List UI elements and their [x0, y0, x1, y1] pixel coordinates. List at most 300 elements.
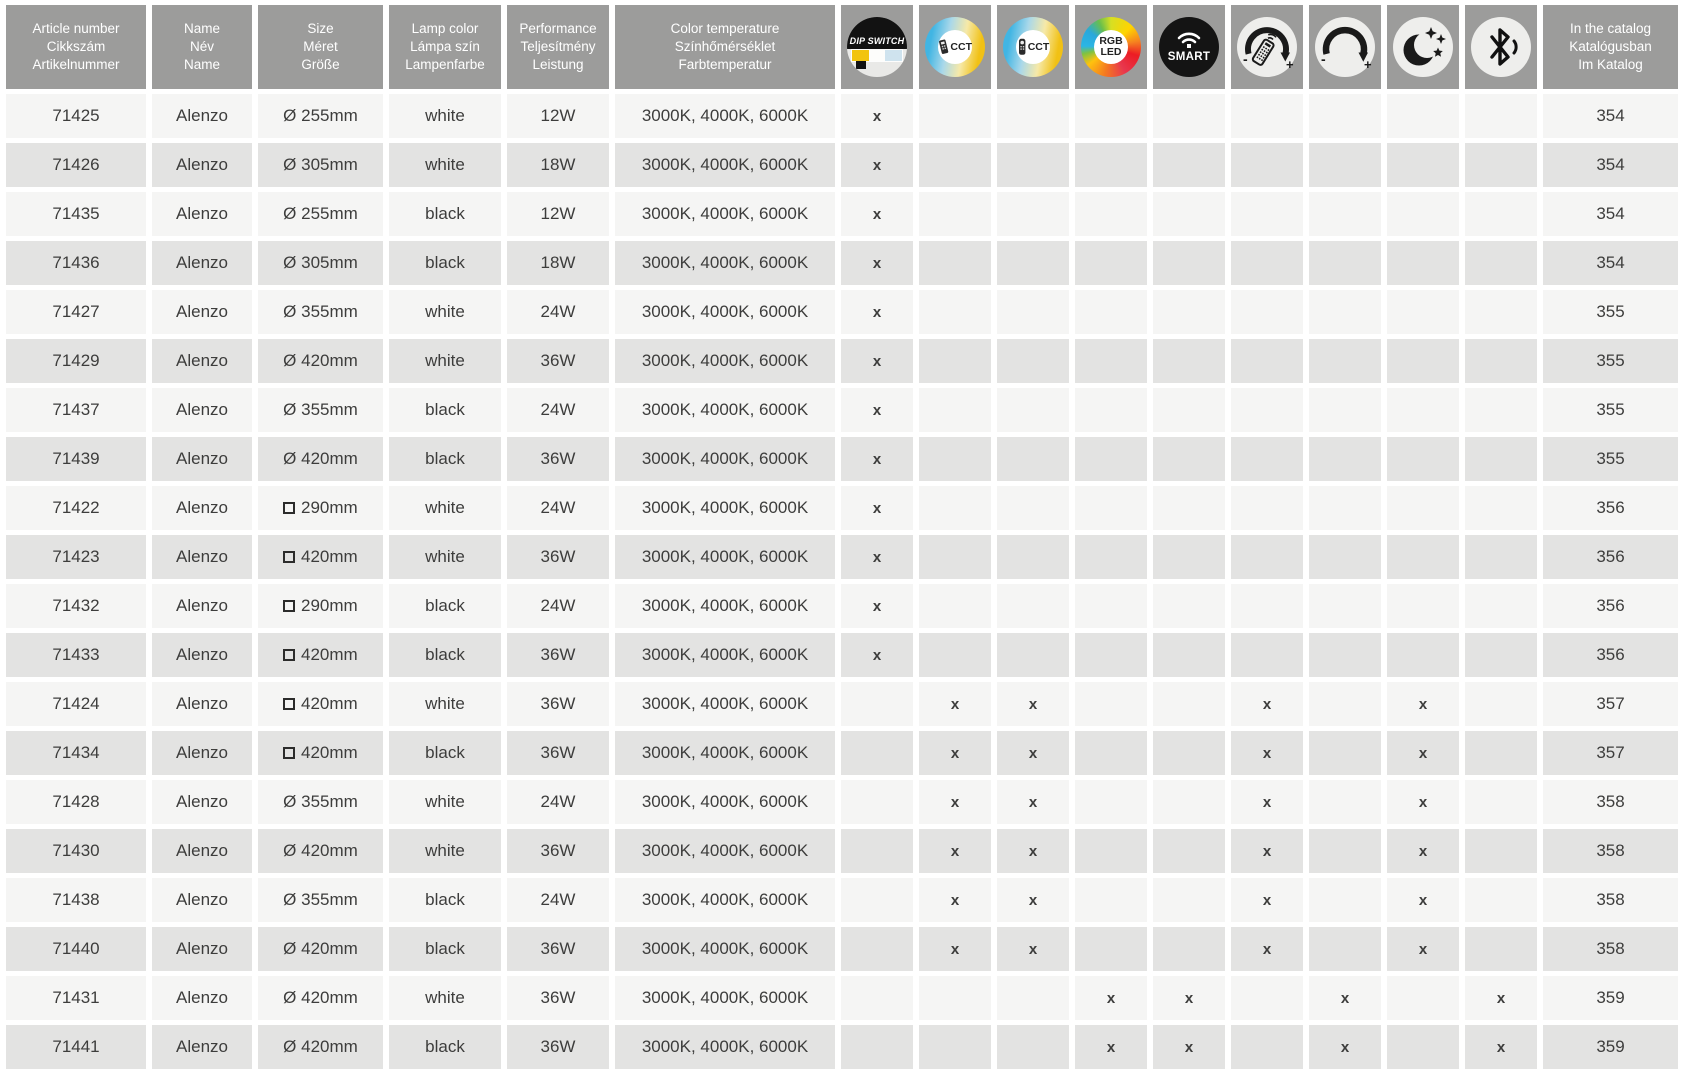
table-row	[6, 339, 1678, 383]
color-temperature-cell: 3000K, 4000K, 6000K	[615, 339, 835, 383]
catalog-page-cell: 358	[1543, 780, 1678, 824]
performance-cell: 24W	[507, 584, 609, 628]
smart-cell	[1153, 192, 1225, 236]
catalog-page-cell: 354	[1543, 143, 1678, 187]
cct-handheld-cell: x	[997, 927, 1069, 971]
cct-label: CCT	[950, 40, 972, 53]
remote-dimmer-cell	[1231, 437, 1303, 481]
dip-switch-cell: x	[841, 486, 913, 530]
night-mode-cell	[1387, 143, 1459, 187]
header-line: Performance	[519, 20, 597, 36]
rgb-led-cell	[1075, 388, 1147, 432]
performance-cell: 36W	[507, 731, 609, 775]
dimmer-cell	[1309, 143, 1381, 187]
smart-cell: x	[1153, 1025, 1225, 1069]
night-mode-cell	[1387, 976, 1459, 1020]
cct-remote-cell	[919, 486, 991, 530]
smart-cell	[1153, 94, 1225, 138]
dimmer-cell	[1309, 829, 1381, 873]
header-line: Teljesítmény	[520, 38, 596, 54]
size-cell: Ø 420mm	[258, 976, 383, 1020]
lamp-color-cell: black	[389, 633, 501, 677]
rgb-led-cell	[1075, 682, 1147, 726]
table-row	[6, 192, 1678, 236]
bluetooth-cell	[1465, 829, 1537, 873]
col-header-article-number	[6, 5, 146, 89]
night-mode-cell: x	[1387, 927, 1459, 971]
smart-cell: x	[1153, 976, 1225, 1020]
color-temperature-cell: 3000K, 4000K, 6000K	[615, 535, 835, 579]
cct-handheld-cell	[997, 584, 1069, 628]
size-cell: Ø 255mm	[258, 94, 383, 138]
square-symbol	[283, 551, 295, 563]
cct-remote-cell	[919, 290, 991, 334]
article-number-cell: 71430	[6, 829, 146, 873]
table-row	[6, 486, 1678, 530]
night-mode-cell	[1387, 584, 1459, 628]
handheld-remote-glyph	[1017, 38, 1027, 56]
lamp-color-cell: white	[389, 682, 501, 726]
smart-cell	[1153, 437, 1225, 481]
header-line: Name	[183, 57, 220, 73]
color-temperature-cell: 3000K, 4000K, 6000K	[615, 780, 835, 824]
header-line: Lampenfarbe	[405, 57, 485, 73]
article-number-cell: 71435	[6, 192, 146, 236]
cct-handheld-cell	[997, 241, 1069, 285]
smart-wifi-icon	[1159, 17, 1219, 77]
bluetooth-cell: x	[1465, 976, 1537, 1020]
dimmer-cell	[1309, 388, 1381, 432]
dimmer-cell	[1309, 437, 1381, 481]
remote-glyph	[938, 38, 949, 56]
name-cell: Alenzo	[152, 437, 252, 481]
catalog-page-cell: 358	[1543, 927, 1678, 971]
header-line: Size	[307, 20, 334, 36]
smart-cell	[1153, 535, 1225, 579]
dip-switch-bar	[852, 50, 902, 61]
diameter-symbol: Ø	[283, 841, 297, 860]
cct-remote-cell	[919, 1025, 991, 1069]
rgb-led-cell	[1075, 437, 1147, 481]
size-cell: Ø 420mm	[258, 1025, 383, 1069]
col-header-rgb-led	[1075, 5, 1147, 89]
night-mode-cell: x	[1387, 829, 1459, 873]
lamp-color-cell: white	[389, 976, 501, 1020]
diameter-symbol: Ø	[283, 204, 297, 223]
remote-dimmer-cell	[1231, 584, 1303, 628]
article-number-cell: 71439	[6, 437, 146, 481]
color-temperature-cell: 3000K, 4000K, 6000K	[615, 731, 835, 775]
cct-handheld-cell	[997, 388, 1069, 432]
remote-dimmer-cell: x	[1231, 878, 1303, 922]
dip-switch-cell: x	[841, 290, 913, 334]
smart-cell	[1153, 927, 1225, 971]
lamp-color-cell: white	[389, 535, 501, 579]
article-number-cell: 71424	[6, 682, 146, 726]
dimmer-cell	[1309, 780, 1381, 824]
cct-remote-cell: x	[919, 878, 991, 922]
dimmer-icon	[1315, 17, 1375, 77]
dip-switch-cell: x	[841, 633, 913, 677]
dip-switch-cell	[841, 976, 913, 1020]
col-header-catalog	[1543, 5, 1678, 89]
header-line: In the catalog	[1569, 20, 1652, 36]
dip-switch-cell	[841, 731, 913, 775]
color-temperature-cell: 3000K, 4000K, 6000K	[615, 388, 835, 432]
dip-switch-cell: x	[841, 535, 913, 579]
smart-cell	[1153, 780, 1225, 824]
rgb-led-cell	[1075, 780, 1147, 824]
cct-remote-cell: x	[919, 780, 991, 824]
night-mode-icon	[1393, 17, 1453, 77]
table-row	[6, 437, 1678, 481]
table-row	[6, 584, 1678, 628]
bluetooth-cell	[1465, 192, 1537, 236]
size-cell: 420mm	[258, 633, 383, 677]
size-cell: 420mm	[258, 731, 383, 775]
rgb-led-icon-inner	[1094, 30, 1128, 64]
header-line: Lamp color	[411, 20, 479, 36]
color-temperature-cell: 3000K, 4000K, 6000K	[615, 437, 835, 481]
bluetooth-cell	[1465, 486, 1537, 530]
lamp-color-cell: white	[389, 94, 501, 138]
article-number-cell: 71428	[6, 780, 146, 824]
night-mode-cell: x	[1387, 731, 1459, 775]
night-mode-cell	[1387, 94, 1459, 138]
rgb-led-cell	[1075, 927, 1147, 971]
cct-handheld-cell: x	[997, 780, 1069, 824]
color-temperature-cell: 3000K, 4000K, 6000K	[615, 682, 835, 726]
dip-switch-cell: x	[841, 192, 913, 236]
cct-handheld-cell	[997, 486, 1069, 530]
name-cell: Alenzo	[152, 339, 252, 383]
size-cell: Ø 420mm	[258, 927, 383, 971]
size-cell: Ø 305mm	[258, 143, 383, 187]
cct-remote-cell	[919, 94, 991, 138]
svg-text:-: -	[1321, 51, 1326, 67]
cct-remote-cell	[919, 584, 991, 628]
article-number-cell: 71440	[6, 927, 146, 971]
night-mode-cell	[1387, 339, 1459, 383]
article-number-cell: 71423	[6, 535, 146, 579]
smart-cell	[1153, 290, 1225, 334]
cct-remote-cell: x	[919, 829, 991, 873]
name-cell: Alenzo	[152, 388, 252, 432]
diameter-symbol: Ø	[283, 302, 297, 321]
catalog-page-cell: 357	[1543, 682, 1678, 726]
catalog-page-cell: 358	[1543, 878, 1678, 922]
article-number-cell: 71427	[6, 290, 146, 334]
rgb-led-cell	[1075, 878, 1147, 922]
bluetooth-icon	[1471, 17, 1531, 77]
bluetooth-cell	[1465, 927, 1537, 971]
dip-switch-cell	[841, 682, 913, 726]
night-mode-cell	[1387, 241, 1459, 285]
catalog-page-cell: 359	[1543, 1025, 1678, 1069]
bluetooth-cell	[1465, 633, 1537, 677]
size-cell: Ø 355mm	[258, 878, 383, 922]
remote-dimmer-cell	[1231, 339, 1303, 383]
color-temperature-cell: 3000K, 4000K, 6000K	[615, 290, 835, 334]
cct-handheld-cell: x	[997, 682, 1069, 726]
diameter-symbol: Ø	[283, 253, 297, 272]
table-row	[6, 829, 1678, 873]
article-number-cell: 71425	[6, 94, 146, 138]
color-temperature-cell: 3000K, 4000K, 6000K	[615, 976, 835, 1020]
bluetooth-cell	[1465, 290, 1537, 334]
article-number-cell: 71431	[6, 976, 146, 1020]
name-cell: Alenzo	[152, 976, 252, 1020]
dimmer-cell	[1309, 731, 1381, 775]
rgb-led-cell	[1075, 192, 1147, 236]
wifi-icon	[1175, 28, 1203, 48]
remote-dimmer-icon	[1237, 17, 1297, 77]
name-cell: Alenzo	[152, 486, 252, 530]
col-header-performance	[507, 5, 609, 89]
dimmer-cell: x	[1309, 976, 1381, 1020]
night-mode-cell	[1387, 290, 1459, 334]
cct-handheld-cell	[997, 339, 1069, 383]
diameter-symbol: Ø	[283, 155, 297, 174]
dip-switch-cell: x	[841, 241, 913, 285]
square-symbol	[283, 502, 295, 514]
bluetooth-cell	[1465, 731, 1537, 775]
remote-dimmer-cell: x	[1231, 731, 1303, 775]
remote-dimmer-cell	[1231, 535, 1303, 579]
smart-cell	[1153, 388, 1225, 432]
header-line: Cikkszám	[46, 38, 106, 54]
rgb-led-cell	[1075, 290, 1147, 334]
cct-remote-cell	[919, 143, 991, 187]
lamp-color-cell: white	[389, 486, 501, 530]
square-symbol	[283, 649, 295, 661]
rgb-led-cell	[1075, 731, 1147, 775]
lamp-color-cell: white	[389, 339, 501, 383]
dimmer-cell: x	[1309, 1025, 1381, 1069]
cct-remote-cell: x	[919, 927, 991, 971]
size-cell: 290mm	[258, 486, 383, 530]
night-mode-cell	[1387, 1025, 1459, 1069]
performance-cell: 24W	[507, 388, 609, 432]
color-temperature-cell: 3000K, 4000K, 6000K	[615, 584, 835, 628]
cct-handheld-cell	[997, 94, 1069, 138]
smart-cell	[1153, 486, 1225, 530]
catalog-page-cell: 355	[1543, 339, 1678, 383]
night-mode-cell: x	[1387, 682, 1459, 726]
header-line: Méret	[303, 38, 338, 54]
diameter-symbol: Ø	[283, 400, 297, 419]
smart-cell	[1153, 878, 1225, 922]
lamp-color-cell: black	[389, 437, 501, 481]
performance-cell: 24W	[507, 780, 609, 824]
remote-dimmer-cell: x	[1231, 780, 1303, 824]
col-header-dip-switch	[841, 5, 913, 89]
lamp-color-cell: black	[389, 584, 501, 628]
table-row	[6, 927, 1678, 971]
size-cell: Ø 255mm	[258, 192, 383, 236]
size-cell: Ø 420mm	[258, 829, 383, 873]
cct-remote-cell	[919, 976, 991, 1020]
dimmer-cell	[1309, 241, 1381, 285]
header-line: Im Katalog	[1578, 57, 1643, 73]
bluetooth-glyph	[1471, 17, 1531, 77]
dip-switch-cell	[841, 780, 913, 824]
diameter-symbol: Ø	[283, 1037, 297, 1056]
bluetooth-cell	[1465, 143, 1537, 187]
night-mode-cell	[1387, 192, 1459, 236]
table-body	[6, 94, 1678, 1069]
cct-handheld-icon	[1003, 17, 1063, 77]
performance-cell: 36W	[507, 1025, 609, 1069]
lamp-color-cell: white	[389, 290, 501, 334]
name-cell: Alenzo	[152, 94, 252, 138]
size-cell: Ø 355mm	[258, 388, 383, 432]
dimmer-cell	[1309, 682, 1381, 726]
lamp-color-cell: black	[389, 731, 501, 775]
dimmer-cell	[1309, 290, 1381, 334]
color-temperature-cell: 3000K, 4000K, 6000K	[615, 829, 835, 873]
dip-switch-cell: x	[841, 388, 913, 432]
performance-cell: 36W	[507, 927, 609, 971]
night-mode-cell	[1387, 535, 1459, 579]
remote-dimmer-cell	[1231, 143, 1303, 187]
bluetooth-cell	[1465, 682, 1537, 726]
cct-remote-cell	[919, 339, 991, 383]
table-row	[6, 535, 1678, 579]
rgb-led-cell	[1075, 633, 1147, 677]
smart-label: SMART	[1167, 51, 1211, 64]
smart-cell	[1153, 682, 1225, 726]
dip-switch-label: DIP SWITCH	[849, 36, 905, 46]
smart-cell	[1153, 633, 1225, 677]
catalog-page-cell: 355	[1543, 437, 1678, 481]
performance-cell: 24W	[507, 878, 609, 922]
performance-cell: 36W	[507, 829, 609, 873]
catalog-page-cell: 357	[1543, 731, 1678, 775]
col-header-remote-dimmer	[1231, 5, 1303, 89]
article-number-cell: 71437	[6, 388, 146, 432]
article-number-cell: 71433	[6, 633, 146, 677]
dimmer-cell	[1309, 878, 1381, 922]
rgb-led-cell	[1075, 94, 1147, 138]
night-mode-cell	[1387, 437, 1459, 481]
rgb-led-cell	[1075, 339, 1147, 383]
catalog-page-cell: 359	[1543, 976, 1678, 1020]
bluetooth-cell	[1465, 780, 1537, 824]
dip-switch-cell: x	[841, 94, 913, 138]
table-row	[6, 633, 1678, 677]
moon-stars-glyph	[1393, 17, 1453, 77]
cct-remote-cell	[919, 633, 991, 677]
dimmer-cell	[1309, 927, 1381, 971]
svg-text:+: +	[1286, 57, 1294, 72]
lamp-color-cell: black	[389, 1025, 501, 1069]
performance-cell: 24W	[507, 486, 609, 530]
rgb-label-line: RGB	[1099, 34, 1123, 47]
diameter-symbol: Ø	[283, 988, 297, 1007]
catalog-page-cell: 356	[1543, 584, 1678, 628]
cct-remote-cell	[919, 192, 991, 236]
night-mode-cell: x	[1387, 878, 1459, 922]
dimmer-cell	[1309, 584, 1381, 628]
performance-cell: 36W	[507, 535, 609, 579]
table-row	[6, 388, 1678, 432]
night-mode-cell	[1387, 633, 1459, 677]
col-header-night-mode	[1387, 5, 1459, 89]
cct-handheld-cell	[997, 1025, 1069, 1069]
table-row	[6, 731, 1678, 775]
dip-switch-cell	[841, 878, 913, 922]
cct-handheld-cell	[997, 633, 1069, 677]
square-symbol	[283, 600, 295, 612]
article-number-cell: 71438	[6, 878, 146, 922]
name-cell: Alenzo	[152, 731, 252, 775]
size-cell: 420mm	[258, 682, 383, 726]
bluetooth-cell	[1465, 388, 1537, 432]
cct-handheld-cell	[997, 290, 1069, 334]
dip-switch-cell	[841, 1025, 913, 1069]
rgb-led-cell	[1075, 241, 1147, 285]
dip-switch-tab	[856, 61, 866, 69]
bluetooth-cell	[1465, 339, 1537, 383]
color-temperature-cell: 3000K, 4000K, 6000K	[615, 1025, 835, 1069]
col-header-dimmer	[1309, 5, 1381, 89]
performance-cell: 12W	[507, 94, 609, 138]
performance-cell: 12W	[507, 192, 609, 236]
cct-handheld-cell	[997, 437, 1069, 481]
color-temperature-cell: 3000K, 4000K, 6000K	[615, 633, 835, 677]
rgb-led-cell	[1075, 829, 1147, 873]
svg-text:-: -	[1243, 51, 1248, 67]
rgb-led-cell: x	[1075, 1025, 1147, 1069]
diameter-symbol: Ø	[283, 106, 297, 125]
remote-dimmer-cell: x	[1231, 829, 1303, 873]
name-cell: Alenzo	[152, 829, 252, 873]
name-cell: Alenzo	[152, 290, 252, 334]
table-row	[6, 290, 1678, 334]
header-line: Name	[183, 20, 220, 36]
lamp-color-cell: black	[389, 192, 501, 236]
col-header-smart	[1153, 5, 1225, 89]
performance-cell: 18W	[507, 241, 609, 285]
square-symbol	[283, 698, 295, 710]
bluetooth-cell	[1465, 241, 1537, 285]
header-line: Article number	[32, 20, 120, 36]
color-temperature-cell: 3000K, 4000K, 6000K	[615, 94, 835, 138]
color-temperature-cell: 3000K, 4000K, 6000K	[615, 192, 835, 236]
night-mode-cell: x	[1387, 780, 1459, 824]
color-temperature-cell: 3000K, 4000K, 6000K	[615, 241, 835, 285]
name-cell: Alenzo	[152, 780, 252, 824]
size-cell: Ø 355mm	[258, 290, 383, 334]
name-cell: Alenzo	[152, 241, 252, 285]
name-cell: Alenzo	[152, 192, 252, 236]
col-header-cct-remote	[919, 5, 991, 89]
article-number-cell: 71429	[6, 339, 146, 383]
table-row	[6, 241, 1678, 285]
bluetooth-cell	[1465, 94, 1537, 138]
cct-handheld-cell	[997, 192, 1069, 236]
catalog-page-cell: 354	[1543, 192, 1678, 236]
lamp-color-cell: black	[389, 241, 501, 285]
remote-dimmer-cell	[1231, 633, 1303, 677]
catalog-page-cell: 355	[1543, 388, 1678, 432]
dip-switch-icon	[847, 17, 907, 77]
table-row	[6, 94, 1678, 138]
header-line: Farbtemperatur	[678, 57, 772, 73]
header-line: Leistung	[532, 57, 584, 73]
dimmer-cell	[1309, 633, 1381, 677]
